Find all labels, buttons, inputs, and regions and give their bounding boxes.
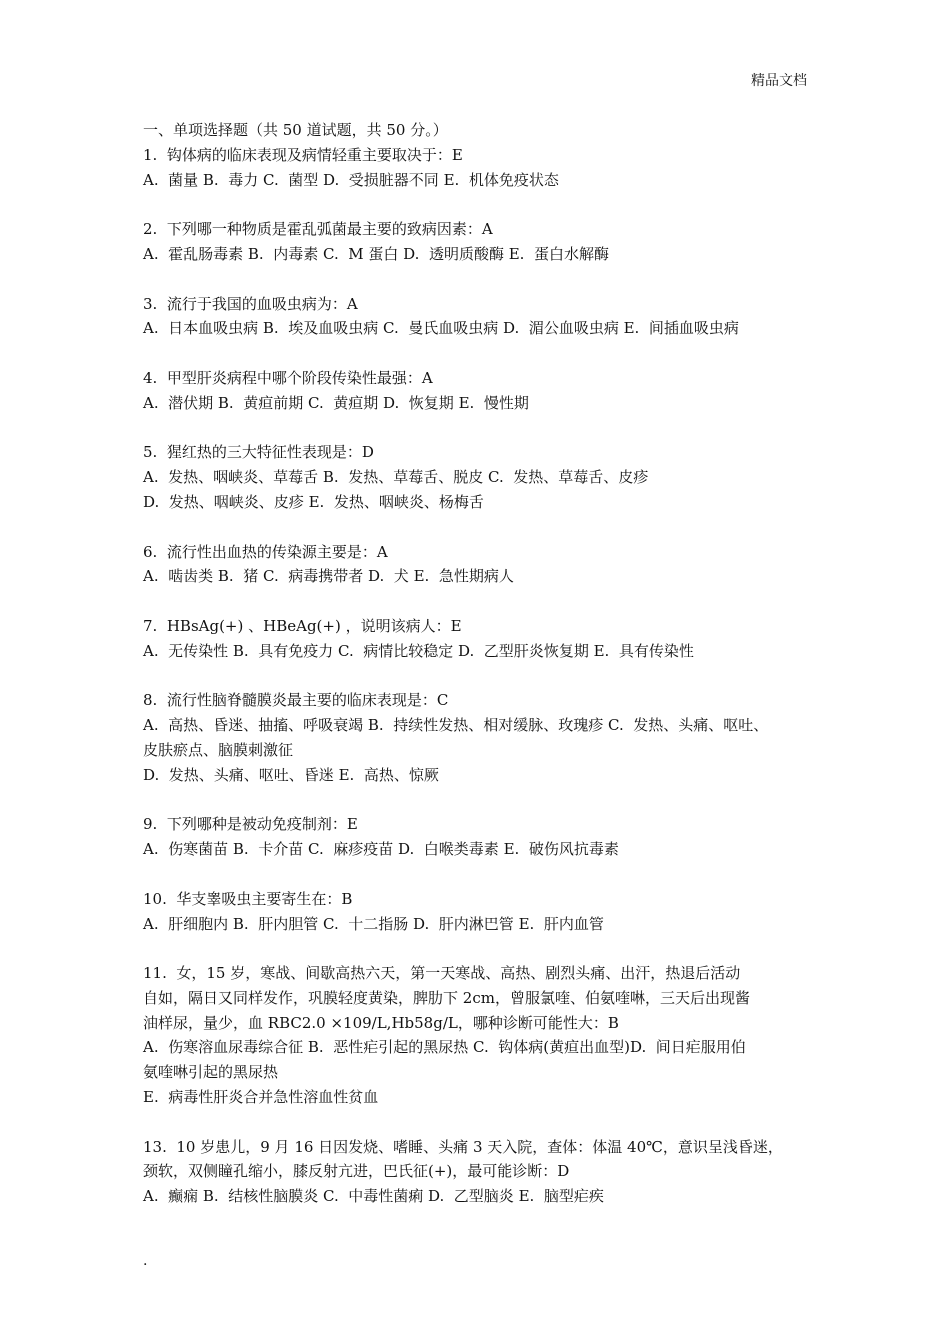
question-options: A. 无传染性 B. 具有免疫力 C. 病情比较稳定 D. 乙型肝炎恢复期 E. 具有传染性 <box>143 641 694 660</box>
question-stem: 颈软，双侧瞳孔缩小，膝反射亢进，巴氏征(+)，最可能诊断：D <box>143 1162 570 1181</box>
question-options: E. 病毒性肝炎合并急性溶血性贫血 <box>143 1088 379 1107</box>
question-options: 氨喹啉引起的黑尿热 <box>143 1063 279 1082</box>
question-item <box>143 540 815 590</box>
question-item <box>143 217 815 267</box>
question-spacer <box>143 936 815 961</box>
page-header: 精品文档 <box>751 73 807 89</box>
question-stem: 7. HBsAg(+) 、HBeAg(+) ，说明该病人：E <box>143 616 462 635</box>
question-spacer <box>143 192 815 217</box>
question-options: A. 啮齿类 B. 猪 C. 病毒携带者 D. 犬 E. 急性期病人 <box>143 567 514 586</box>
question-options: A. 肝细胞内 B. 肝内胆管 C. 十二指肠 D. 肝内淋巴管 E. 肝内血管 <box>143 914 604 933</box>
question-stem: 13. 10 岁患儿，9 月 16 日因发烧、嗜睡、头痛 3 天入院，查体：体温 40℃，意识呈浅昏迷， <box>143 1137 783 1156</box>
question-spacer <box>143 267 815 292</box>
question-item <box>143 143 815 193</box>
page-footer-mark: . <box>143 1253 148 1269</box>
question-stem: 1. 钩体病的临床表现及病情轻重主要取决于：E <box>143 145 463 164</box>
question-options: A. 日本血吸虫病 B. 埃及血吸虫病 C. 曼氏血吸虫病 D. 湄公血吸虫病 E. 间插血吸虫病 <box>143 319 739 338</box>
question-stem: 5. 猩红热的三大特征性表现是：D <box>143 443 374 462</box>
question-spacer <box>143 416 815 441</box>
question-options: A. 潜伏期 B. 黄疸前期 C. 黄疸期 D. 恢复期 E. 慢性期 <box>143 393 529 412</box>
question-stem: 10. 华支睾吸虫主要寄生在：B <box>143 889 353 908</box>
question-spacer <box>143 1110 815 1135</box>
question-item <box>143 366 815 416</box>
question-stem: 自如，隔日又同样发作，巩膜轻度黄染，脾肋下 2cm，曾服氯喹、伯氨喹啉，三天后出现酱 <box>143 988 750 1007</box>
question-options: A. 伤寒菌苗 B. 卡介苗 C. 麻疹疫苗 D. 白喉类毒素 E. 破伤风抗毒素 <box>143 840 619 859</box>
question-stem: 3. 流行于我国的血吸虫病为：A <box>143 294 358 313</box>
question-spacer <box>143 515 815 540</box>
question-options: D. 发热、头痛、呕吐、昏迷 E. 高热、惊厥 <box>143 765 439 784</box>
question-item <box>143 887 815 937</box>
question-item <box>143 961 815 1110</box>
exam-content <box>143 118 815 1209</box>
question-options: A. 发热、咽峡炎、草莓舌 B. 发热、草莓舌、脱皮 C. 发热、草莓舌、皮疹 <box>143 468 649 487</box>
question-options: A. 高热、昏迷、抽搐、呼吸衰竭 B. 持续性发热、相对缓脉、玫瑰疹 C. 发热、头痛、呕吐、 <box>143 716 769 735</box>
question-item <box>143 812 815 862</box>
question-stem: 6. 流行性出血热的传染源主要是：A <box>143 542 388 561</box>
question-item <box>143 440 815 514</box>
question-spacer <box>143 862 815 887</box>
question-item <box>143 1135 815 1209</box>
question-options: D. 发热、咽峡炎、皮疹 E. 发热、咽峡炎、杨梅舌 <box>143 492 484 511</box>
question-options: 皮肤瘀点、脑膜刺激征 <box>143 740 294 759</box>
section-title: 一、单项选择题（共 50 道试题，共 50 分。） <box>143 121 448 139</box>
question-list <box>143 143 815 1209</box>
question-stem: 2. 下列哪一种物质是霍乱弧菌最主要的致病因素：A <box>143 220 493 239</box>
question-stem: 8. 流行性脑脊髓膜炎最主要的临床表现是：C <box>143 691 449 710</box>
question-options: A. 癫痫 B. 结核性脑膜炎 C. 中毒性菌痢 D. 乙型脑炎 E. 脑型疟疾 <box>143 1187 604 1206</box>
question-options: A. 霍乱肠毒素 B. 内毒素 C. M 蛋白 D. 透明质酸酶 E. 蛋白水解酶 <box>143 244 609 263</box>
question-options: A. 伤寒溶血尿毒综合征 B. 恶性疟引起的黑尿热 C. 钩体病(黄疸出血型)D. 间日疟服用伯 <box>143 1038 746 1057</box>
question-stem: 4. 甲型肝炎病程中哪个阶段传染性最强：A <box>143 368 433 387</box>
question-item <box>143 292 815 342</box>
question-stem: 9. 下列哪种是被动免疫制剂：E <box>143 815 358 834</box>
question-spacer <box>143 664 815 689</box>
question-spacer <box>143 788 815 813</box>
question-stem: 油样尿，量少，血 RBC2.0 ×109/L,Hb58g/L，哪种诊断可能性大：B <box>143 1013 619 1032</box>
question-spacer <box>143 589 815 614</box>
question-item <box>143 614 815 664</box>
question-options: A. 菌量 B. 毒力 C. 菌型 D. 受损脏器不同 E. 机体免疫状态 <box>143 170 559 189</box>
question-stem: 11. 女，15 岁，寒战、间歇高热六天，第一天寒战、高热、剧烈头痛、出汗，热退后活动 <box>143 964 741 983</box>
question-item <box>143 688 815 787</box>
question-spacer <box>143 341 815 366</box>
